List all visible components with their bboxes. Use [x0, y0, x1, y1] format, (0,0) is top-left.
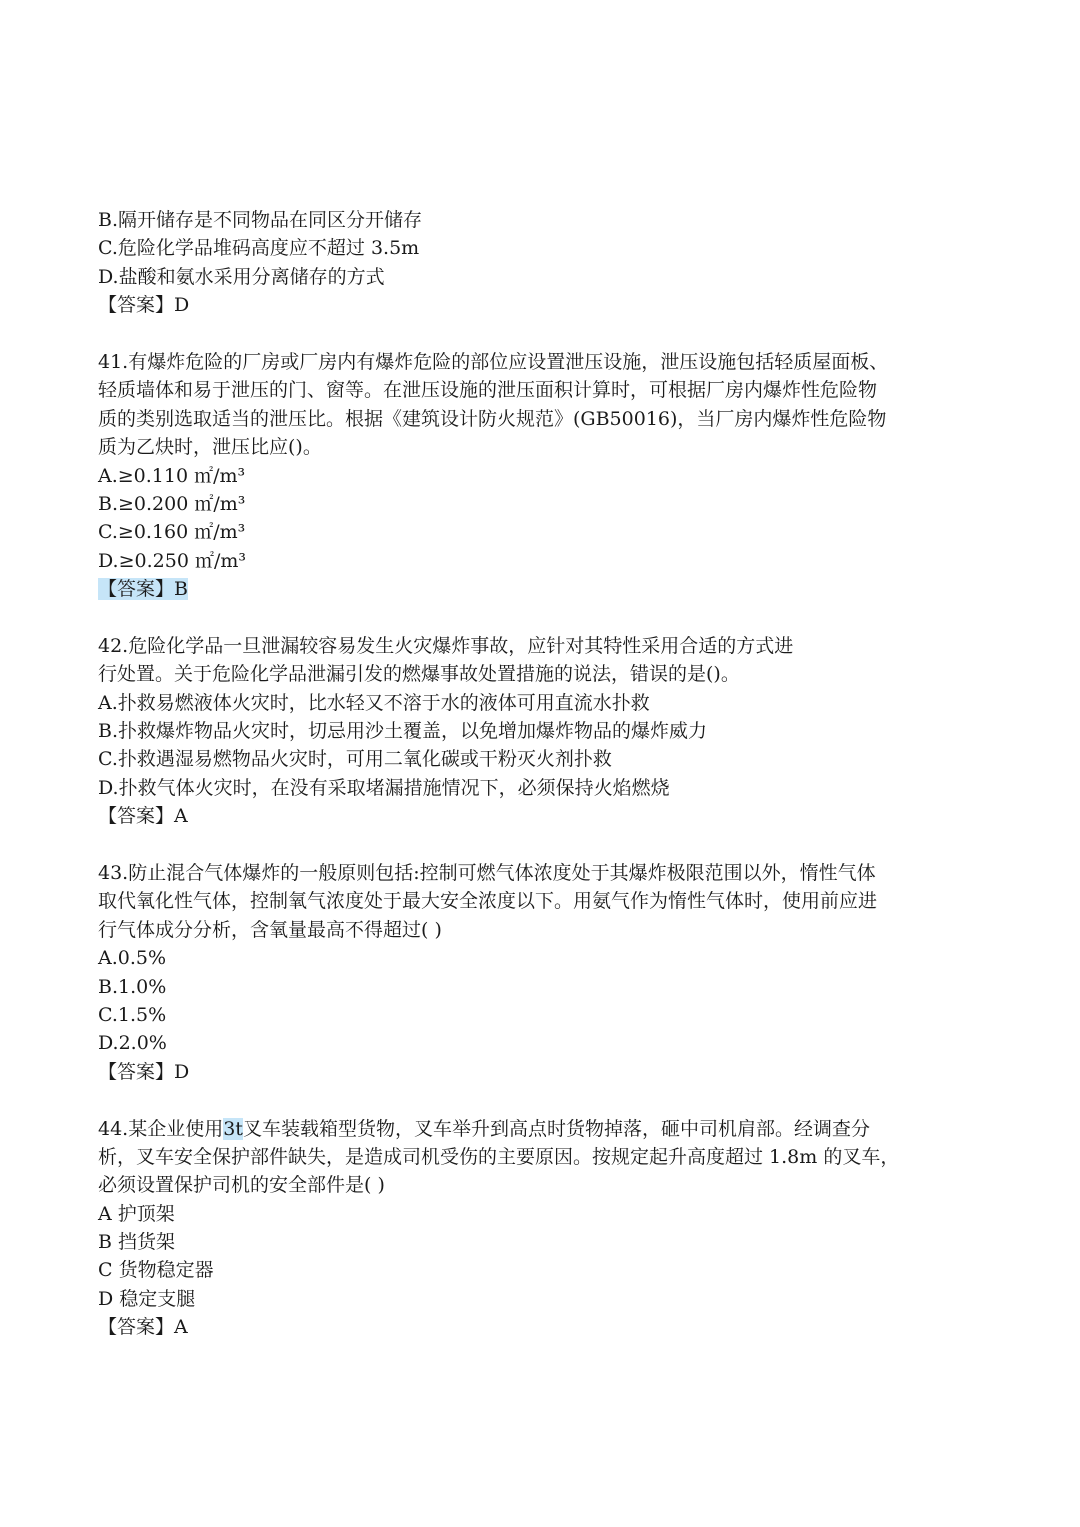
question-stem-line: 43.防止混合气体爆炸的一般原则包括:控制可燃气体浓度处于其爆炸极限范围以外，惰性气体 [98, 861, 876, 884]
option-d: D.2.0% [98, 1032, 167, 1055]
option-a: A.≥0.110 ㎡/m³ [98, 464, 246, 487]
option-b: B.扑救爆炸物品火灾时，切忌用沙土覆盖，以免增加爆炸物品的爆炸威力 [98, 720, 708, 743]
question-stem-line: 必须设置保护司机的安全部件是( ) [98, 1174, 385, 1197]
document-content [98, 206, 988, 1342]
question-stem-line [98, 1115, 988, 1143]
spacer [98, 1086, 988, 1114]
stem-text: 44.某企业使用 [98, 1117, 224, 1140]
option-a: A.0.5% [98, 947, 167, 970]
question-41 [98, 348, 988, 604]
question-stem-line: 41.有爆炸危险的厂房或厂房内有爆炸危险的部位应设置泄压设施，泄压设施包括轻质屋面板、 [98, 350, 889, 373]
spacer [98, 831, 988, 859]
option-c: C.危险化学品堆码高度应不超过 3.5m [98, 237, 420, 260]
question-stem-line: 质的类别选取适当的泄压比。根据《建筑设计防火规范》(GB50016)，当厂房内爆炸性危险物 [98, 407, 887, 430]
option-c: C.扑救遇湿易燃物品火灾时，可用二氧化碳或干粉灭火剂扑救 [98, 748, 612, 771]
answer-text: 【答案】A [98, 1316, 188, 1339]
answer-text: 【答案】A [98, 805, 188, 828]
option-b: B.隔开储存是不同物品在同区分开储存 [98, 209, 423, 231]
option-d: D.扑救气体火灾时，在没有采取堵漏措施情况下，必须保持火焰燃烧 [98, 776, 670, 799]
question-43 [98, 859, 988, 1086]
option-c: C.≥0.160 ㎡/m³ [98, 521, 246, 544]
option-c: C 货物稳定器 [98, 1259, 214, 1282]
answer-line [98, 575, 988, 603]
answer-line [98, 1058, 988, 1086]
question-stem-line: 42.危险化学品一旦泄漏较容易发生火灾爆炸事故，应针对其特性采用合适的方式进 [98, 634, 794, 657]
question-42 [98, 632, 988, 831]
answer-line [98, 291, 988, 319]
answer-text: 【答案】D [98, 294, 190, 317]
option-a: A 护顶架 [98, 1202, 175, 1225]
option-d: D.≥0.250 ㎡/m³ [98, 549, 246, 572]
question-stem-line: 取代氧化性气体，控制氧气浓度处于最大安全浓度以下。用氨气作为惰性气体时，使用前应进 [98, 890, 878, 913]
highlighted-text: 3t [223, 1117, 243, 1140]
stem-text: 叉车装载箱型货物，叉车举升到高点时货物掉落，砸中司机肩部。经调查分 [242, 1117, 870, 1140]
spacer [98, 603, 988, 631]
spacer [98, 320, 988, 348]
question-stem-line: 轻质墙体和易于泄压的门、窗等。在泄压设施的泄压面积计算时，可根据厂房内爆炸性危险物 [98, 379, 878, 402]
question-stem-line: 质为乙炔时，泄压比应()。 [98, 436, 322, 459]
answer-line [98, 1313, 988, 1341]
option-b: B.1.0% [98, 975, 167, 998]
option-d: D 稳定支腿 [98, 1287, 196, 1310]
question-stem-line: 行处置。关于危险化学品泄漏引发的燃爆事故处置措施的说法，错误的是()。 [98, 663, 740, 686]
question-stem-line: 析，叉车安全保护部件缺失，是造成司机受伤的主要原因。按规定起升高度超过 1.8m 的叉车， [98, 1145, 900, 1168]
answer-text-highlighted: 【答案】B [98, 578, 188, 601]
option-c: C.1.5% [98, 1003, 167, 1026]
prev-question-tail [98, 206, 988, 320]
option-b: B.≥0.200 ㎡/m³ [98, 492, 246, 515]
question-44 [98, 1115, 988, 1342]
answer-line [98, 802, 988, 830]
question-stem-line: 行气体成分分析，含氧量最高不得超过( ) [98, 918, 442, 941]
answer-text: 【答案】D [98, 1060, 190, 1083]
option-d: D.盐酸和氨水采用分离储存的方式 [98, 265, 385, 288]
option-b: B 挡货架 [98, 1231, 176, 1254]
option-a: A.扑救易燃液体火灾时，比水轻又不溶于水的液体可用直流水扑救 [98, 691, 650, 714]
